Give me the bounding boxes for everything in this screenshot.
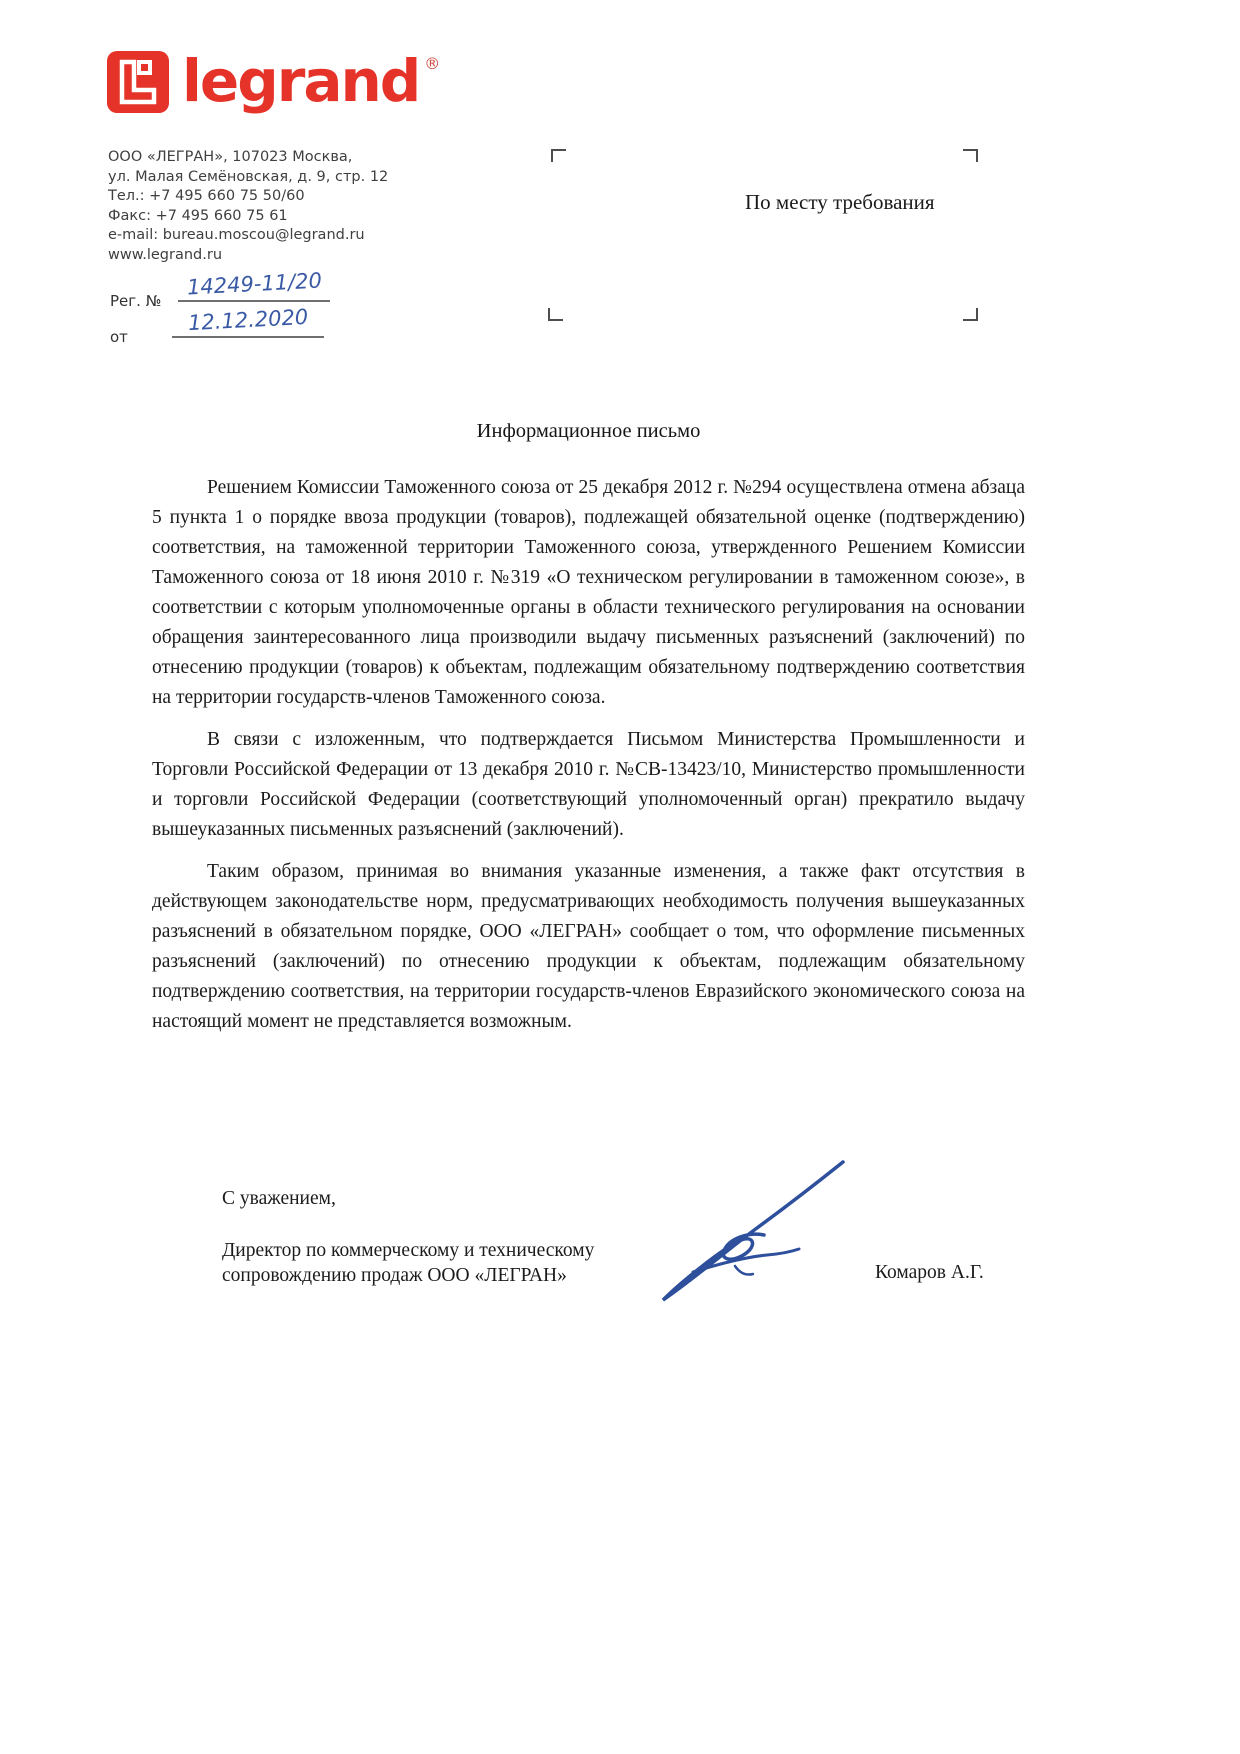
- corner-mark-top-right: [963, 149, 978, 162]
- date-line: [172, 304, 324, 338]
- date-label: от: [110, 328, 128, 346]
- corner-mark-bottom-left: [548, 308, 563, 321]
- sender-address-block: [108, 148, 388, 265]
- reg-number-handwritten-value: 14249-11/20: [186, 268, 322, 300]
- sender-line-phone: Тел.: +7 495 660 75 50/60: [108, 188, 305, 204]
- reg-number-line: [178, 268, 330, 302]
- signer-title-line-2: сопровождению продаж ООО «ЛЕГРАН»: [222, 1265, 567, 1286]
- date-handwritten-value: 12.12.2020: [187, 304, 309, 336]
- signer-name: Комаров А.Г.: [875, 1262, 984, 1283]
- registered-trademark-symbol: ®: [424, 54, 441, 73]
- sender-line-street: ул. Малая Семёновская, д. 9, стр. 12: [108, 168, 389, 185]
- sender-line-website: www.legrand.ru: [108, 246, 223, 263]
- letter-title: Информационное письмо: [476, 420, 701, 442]
- paragraph-2: В связи с изложенным, что подтверждается Письмом Министерства Промышленности и Торговли Российской Федерации от 13 декабря 2010 г. №СВ-13423/10, Министерство промышленности и торговли Российской Федерации (соответствующий уполномоченный орган) прекратило выдачу вышеуказанных письменных разъяснений (заключений).: [152, 729, 1025, 840]
- recipient-line: По месту требования: [745, 190, 935, 214]
- signature-handwritten: [635, 1148, 870, 1313]
- legrand-logo: [106, 47, 441, 115]
- brand-wordmark: legrand: [182, 47, 420, 115]
- legrand-logo-icon: [106, 50, 170, 114]
- letter-body: [152, 420, 1025, 1049]
- sender-line-email: e-mail: bureau.moscou@legrand.ru: [108, 227, 365, 243]
- corner-mark-bottom-right: [963, 308, 978, 321]
- corner-mark-top-left: [551, 149, 566, 162]
- signer-title: [222, 1238, 594, 1288]
- sender-line-fax: Факс: +7 495 660 75 61: [108, 207, 288, 224]
- closing-salutation: С уважением,: [222, 1188, 336, 1209]
- sender-line-company: ООО «ЛЕГРАН», 107023 Москва,: [108, 149, 353, 165]
- paragraph-3: Таким образом, принимая во внимания указанные изменения, а также факт отсутствия в действующем законодательстве норм, предусматривающих необходимость получения вышеуказанных разъяснений в обязательном порядке, ООО «ЛЕГРАН» сообщает о том, что оформление письменных разъяснений (заключений) по отнесению продукции к объектам, подлежащим обязательному подтверждению соответствия, на территории государств-членов Евразийского экономического союза на настоящий момент не представляется возможным.: [152, 861, 1025, 1032]
- signer-title-line-1: Директор по коммерческому и техническому: [222, 1240, 595, 1261]
- paragraph-1: Решением Комиссии Таможенного союза от 25 декабря 2012 г. №294 осуществлена отмена абзаца 5 пункта 1 о порядке ввоза продукции (товаров), подлежащей обязательной оценке (подтверждению) соответствия, на таможенной территории Таможенного союза, утвержденного Решением Комиссии Таможенного союза от 18 июня 2010 г. №319 «О техническом регулировании в таможенном союзе», в соответствии с которым уполномоченные органы в области технического регулирования на основании обращения заинтересованного лица производили выдачу письменных разъяснений (заключений) по отнесению продукции (товаров) к объектам, подлежащим обязательному подтверждению соответствия на территории государств-членов Таможенного союза.: [152, 477, 1025, 708]
- reg-number-label: Рег. №: [110, 292, 162, 310]
